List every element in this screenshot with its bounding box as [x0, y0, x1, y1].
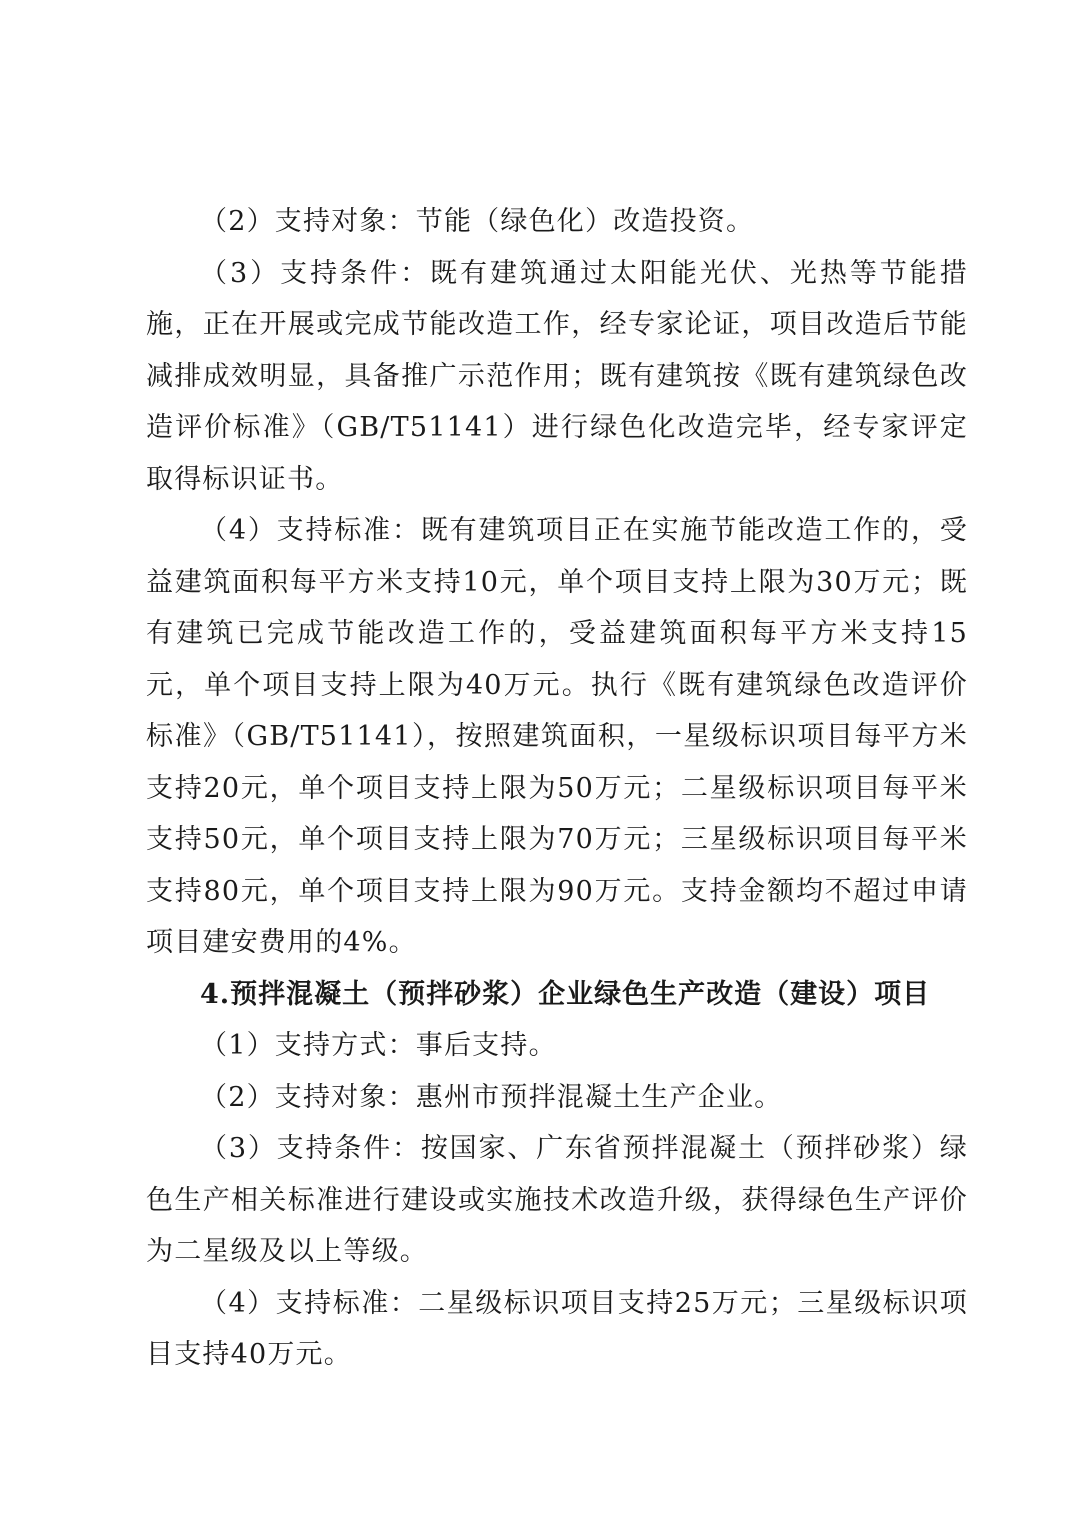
section-heading-concrete-project: 4.预拌混凝土（预拌砂浆）企业绿色生产改造（建设）项目: [200, 978, 931, 1010]
paragraph-support-target-concrete: （2）支持对象：惠州市预拌混凝土生产企业。: [200, 1081, 783, 1113]
paragraph-support-standards: （4）支持标准：既有建筑项目正在实施节能改造工作的，受益建筑面积每平方米支持10元，单个项目支持上限为30万元；既有建筑已完成节能改造工作的，受益建筑面积每平方米支持15元，单个项目支持上限为40万元。执行《既有建筑绿色改造评价标准》（GB/T51141），按照建筑面积，一星级标识项目每平方米支持20元，单个项目支持上限为50万元；二星级标识项目每平米支持50元，单个项目支持上限为70万元；三星级标识项目每平米支持80元，单个项目支持上限为90万元。支持金额均不超过申请项目建安费用的4%。: [146, 515, 968, 958]
paragraph-support-method: （1）支持方式：事后支持。: [200, 1030, 557, 1061]
paragraph-support-standards-concrete: （4）支持标准：二星级标识项目支持25万元；三星级标识项目支持40万元。: [146, 1287, 968, 1370]
paragraph-support-target: （2）支持对象：节能（绿色化）改造投资。: [200, 206, 755, 237]
paragraph-support-conditions: （3）支持条件：既有建筑通过太阳能光伏、光热等节能措施，正在开展或完成节能改造工作，经专家论证，项目改造后节能减排成效明显，具备推广示范作用；既有建筑按《既有建筑绿色改造评价标准》（GB/T51141）进行绿色化改造完毕，经专家评定取得标识证书。: [146, 257, 968, 495]
document-body: [146, 196, 968, 1381]
paragraph-support-conditions-concrete: （3）支持条件：按国家、广东省预拌混凝土（预拌砂浆）绿色生产相关标准进行建设或实施技术改造升级，获得绿色生产评价为二星级及以上等级。: [146, 1133, 968, 1267]
